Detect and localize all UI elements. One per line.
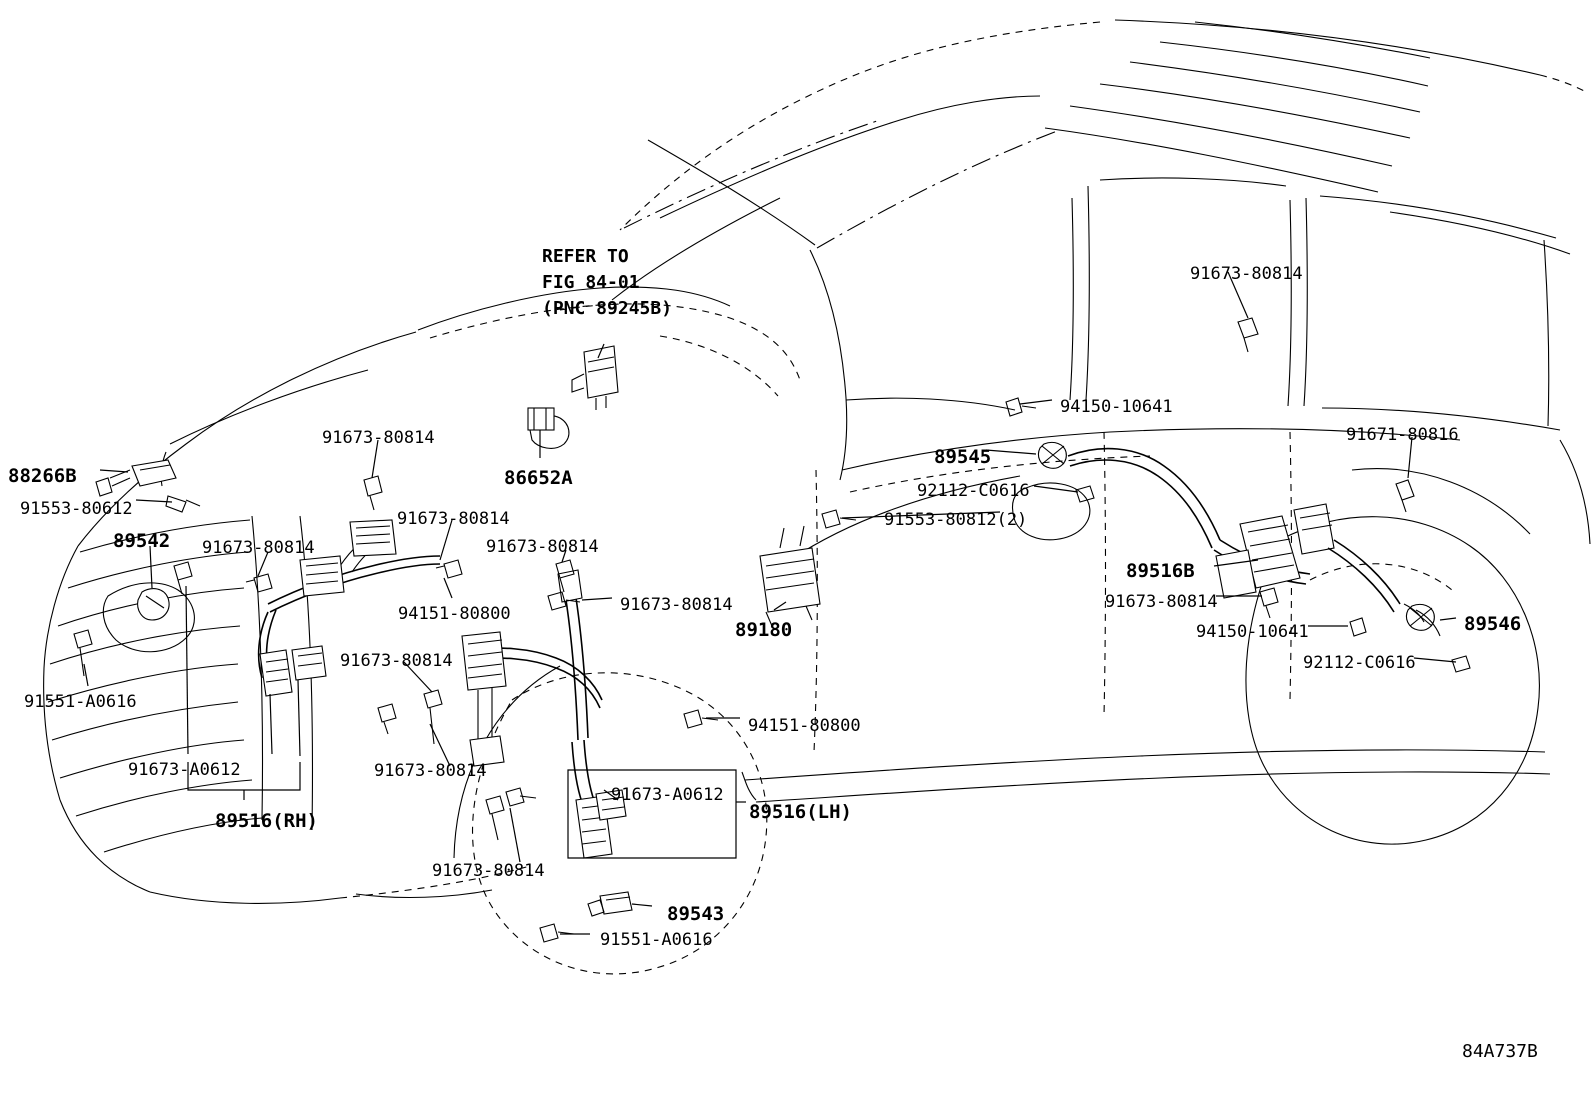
callout-text: 91673-A0612 [611,785,724,805]
callout-91673-80814-grille [340,651,453,673]
callout-89542 [113,529,170,553]
callout-92112-C0616-upper [917,481,1030,503]
callout-text: 89543 [667,903,725,925]
refer-to-note [542,244,672,322]
callout-text: 88266B [8,465,77,487]
callout-94151-80800-upper [398,604,511,626]
callout-text: 91673-80814 [202,538,315,558]
callout-text: 94150-10641 [1196,622,1309,642]
callout-text: 91673-80814 [486,537,599,557]
callout-text: 91673-80814 [620,595,733,615]
callout-94151-80800-lower [748,716,861,738]
callout-text: 89546 [1464,613,1522,635]
callout-91673-80814-bottom [432,861,545,883]
callout-94150-10641-lower [1196,622,1309,644]
callout-91673-80814-mid [620,595,733,617]
callout-text: 91673-80814 [322,428,435,448]
callout-91673-80814-upper-left [397,509,510,531]
callout-text: 89516(LH) [749,801,852,823]
callout-text: 89545 [934,446,992,468]
callout-text: 91673-A0612 [128,760,241,780]
callout-91553-80612 [20,499,133,521]
callout-89516-rh [215,809,318,833]
callout-text: 91673-80814 [1190,264,1303,284]
callout-text: 91673-80814 [340,651,453,671]
callout-89543 [667,902,724,926]
callout-89545 [934,445,991,469]
callout-92112-C0616-lower [1303,653,1416,675]
callout-94150-10641-upper [1060,397,1173,419]
callout-text: 91551-A0616 [600,930,713,950]
callout-91673-80814-center [486,537,599,559]
callout-text: 89516(RH) [215,810,318,832]
callout-text: 94150-10641 [1060,397,1173,417]
callout-91671-80816 [1346,425,1459,447]
callout-91553-80812-2 [884,510,1027,532]
callout-91673-80814-left [202,538,315,560]
callout-86652A [504,466,573,490]
callout-text: 92112-C0616 [917,481,1030,501]
callout-text: 91673-80814 [397,509,510,529]
callout-89546 [1464,612,1521,636]
figure-code [1462,1040,1538,1063]
callout-89516-lh [749,800,852,824]
callout-text: 89516B [1126,560,1195,582]
callout-text: 91673-80814 [1105,592,1218,612]
callout-91673-A0612-lh [611,785,724,807]
callout-text: 89180 [735,619,793,641]
callout-91551-A0616-bottom [600,930,713,952]
callout-text: 91673-80814 [432,861,545,881]
callout-91673-80814-hood [322,428,435,450]
callout-text: 91551-A0616 [24,692,137,712]
callout-91673-80814-rear-mid [1105,592,1218,614]
callout-text: 89542 [113,530,171,552]
callout-91673-A0612-rh [128,760,241,782]
callout-text: 92112-C0616 [1303,653,1416,673]
callout-text: 94151-80800 [398,604,511,624]
callout-text: 91553-80612 [20,499,133,519]
figure-code-text: 84A737B [1462,1041,1538,1062]
refer-line-3: (PNC 89245B) [542,298,673,320]
callout-text: 94151-80800 [748,716,861,736]
callout-text: 86652A [504,467,573,489]
callout-91673-80814-lower-left [374,761,487,783]
callout-88266B [8,464,77,488]
callout-text: 91673-80814 [374,761,487,781]
callout-text: 91671-80816 [1346,425,1459,445]
callout-89516B [1126,559,1195,583]
callout-text: 91553-80812(2) [884,510,1028,530]
callout-91551-A0616-front [24,692,137,714]
callout-89180 [735,618,792,642]
refer-line-1: REFER TO [542,246,629,267]
callout-91673-80814-rear-top [1190,264,1303,286]
refer-line-2: FIG 84-01 [542,272,640,294]
